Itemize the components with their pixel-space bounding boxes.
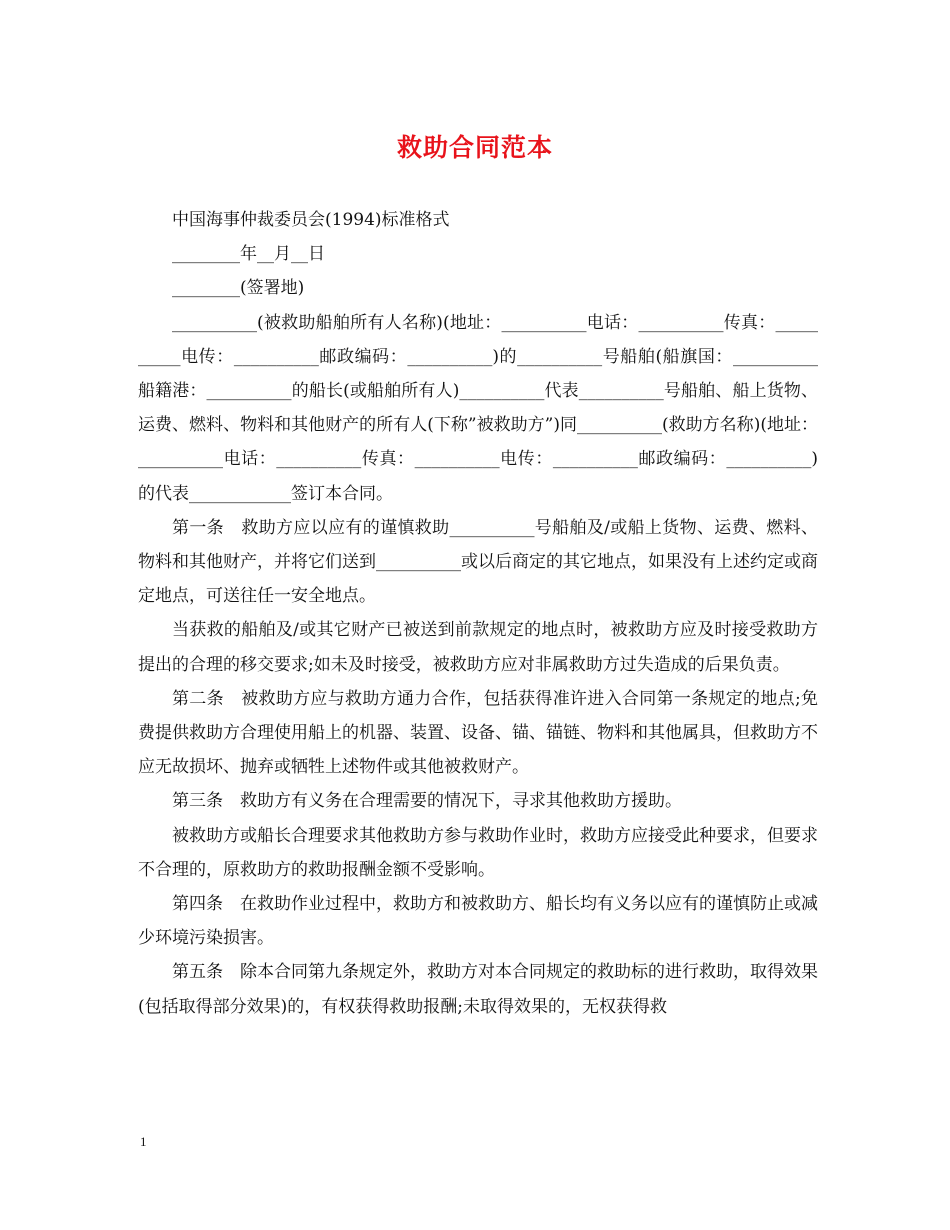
paragraph-article-2: 第二条 被救助方应与救助方通力合作，包括获得准许进入合同第一条规定的地点;免费提供救助方合理使用船上的机器、装置、设备、锚、锚链、物料和其他属具，但救助方不应无故损坏、抛弃或牺牲上述物件或其他被救财产。 (138, 688, 818, 778)
document-body (138, 203, 818, 1024)
paragraph-article-3-2: 被救助方或船长合理要求其他救助方参与救助作业时，救助方应接受此种要求，但要求不合理的，原救助方的救助报酬金额不受影响。 (138, 825, 818, 880)
page-number: 1 (140, 1134, 147, 1149)
paragraph-article-3: 第三条 救助方有义务在合理需要的情况下，寻求其他救助方援助。 (172, 791, 682, 812)
paragraph-parties: __________(被救助船舶所有人名称)(地址：__________电话：__________传真：__________电传：__________邮政编码：__________)的__________号船舶(船旗国：__________船籍港：__________的船长(或船舶所有人)__________代表__________号船舶、船上货物、运费、燃料、物料和其他财产的所有人(下称”被救助方”)同__________(救助方名称)(地址：__________电话：__________传真：__________电传：__________邮政编码：__________)的代表____________签订本合同。 (138, 312, 818, 504)
paragraph-article-4: 第四条 在救助作业过程中，救助方和被救助方、船长均有义务以应有的谨慎防止或减少环境污染损害。 (138, 894, 818, 949)
paragraph-standard-format: 中国海事仲裁委员会(1994)标准格式 (172, 210, 450, 230)
paragraph-signing-place: ________(签署地) (172, 278, 305, 299)
paragraph-article-5: 第五条 除本合同第九条规定外，救助方对本合同规定的救助标的进行救助，取得效果(包括取得部分效果)的，有权获得救助报酬;未取得效果的，无权获得救 (138, 962, 818, 1017)
paragraph-date: ________年__月__日 (172, 244, 325, 265)
paragraph-article-1: 第一条 救助方应以应有的谨慎救助__________号船舶及/或船上货物、运费、燃料、物料和其他财产，并将它们送到__________或以后商定的其它地点，如果没有上述约定或商定地点，可送往任一安全地点。 (138, 517, 818, 607)
paragraph-article-1-2: 当获救的船舶及/或其它财产已被送到前款规定的地点时，被救助方应及时接受救助方提出的合理的移交要求;如未及时接受，被救助方应对非属救助方过失造成的后果负责。 (138, 620, 818, 675)
document-title: 救助合同范本 (396, 133, 553, 162)
